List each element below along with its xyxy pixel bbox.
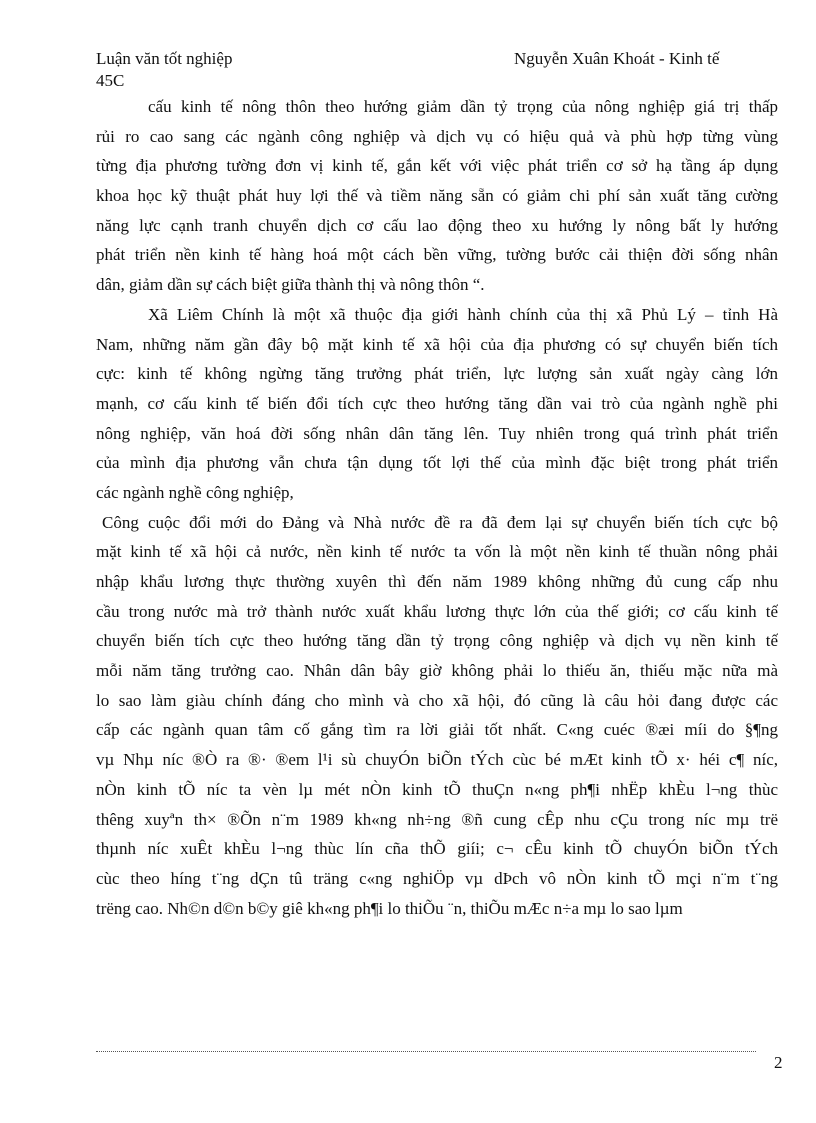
text-line: phát triển nền kinh tế hàng hoá một cách bền vững, tường bước cải thiện đời sống nhân bbox=[96, 245, 778, 265]
text-line: cấp các ngành quan tâm cố gắng tìm ra lời giải tốt nhất. C«ng cuéc ®æi míi do §¶ng bbox=[96, 720, 778, 740]
text-line: khoa học kỹ thuật phát huy lợi thế và tiềm năng sẵn có giảm chi phí sản xuất tăng cường bbox=[96, 186, 778, 206]
text-line: mỗi năm tăng trưởng cao. Nhân dân bây giờ không phải lo thiếu ăn, thiếu mặc nữa mà bbox=[96, 661, 778, 681]
header-class: 45C bbox=[96, 71, 125, 90]
text-line: từng địa phương tường đơn vị kinh tế, gắn kết với việc phát triển cơ sở hạ tầng áp dụng bbox=[96, 156, 778, 176]
text-line: năng lực cạnh tranh chuyển dịch cơ cấu lao động theo xu hướng ly nông bất ly hướng bbox=[96, 215, 778, 235]
text-line: chuyển biến tích cực theo hướng tăng dần tỷ trọng công nghiệp và dịch vụ nền kinh tế bbox=[96, 631, 778, 651]
text-line: thµnh níc xuÊt khÈu l¬ng thùc lín cña thÕ giíi; c¬ cÊu kinh tÕ chuyÓn biÕn tÝch bbox=[96, 839, 778, 859]
header-author: Nguyễn Xuân Khoát - Kinh tế bbox=[514, 49, 720, 68]
text-line: mạnh, cơ cấu kinh tế biến đổi tích cực theo hướng tăng dần vai trò của ngành nghề phi bbox=[96, 393, 778, 413]
text-line: cùc theo híng t¨ng dÇn tû träng c«ng nghiÖp vµ dÞch vô nÒn kinh tÕ mçi n¨m t¨ng bbox=[96, 868, 778, 888]
text-line: rủi ro cao sang các ngành công nghiệp và dịch vụ có hiệu quả và phù hợp từng vùng bbox=[96, 126, 778, 146]
text-line: mặt kinh tế xã hội cả nước, nền kinh tế nước ta vốn là một nền kinh tế thuần nông phải bbox=[96, 542, 778, 562]
page-number: 2 bbox=[774, 1053, 783, 1072]
text-line: cấu kinh tế nông thôn theo hướng giảm dần tỷ trọng của nông nghiệp giá trị thấp bbox=[148, 97, 778, 116]
text-line: nông nghiệp, văn hoá đời sống nhân dân tăng lên. Tuy nhiên trong quá trình phát triển bbox=[96, 423, 778, 443]
text-line: nÒn kinh tÕ níc ta vèn lµ mét nÒn kinh tÕ thuÇn n«ng ph¶i nhËp khÈu l¬ng thùc bbox=[96, 779, 778, 799]
text-line: nhập khẩu lương thực thường xuyên thì đến năm 1989 không những đủ cung cấp nhu bbox=[96, 572, 778, 591]
header-thesis-title: Luận văn tốt nghiệp bbox=[96, 49, 233, 68]
footer-rule bbox=[96, 1051, 756, 1052]
text-line: các ngành nghề công nghiệp, bbox=[96, 482, 294, 502]
text-line: trëng cao. Nh©n d©n b©y giê kh«ng ph¶i lo thiÕu ¨n, thiÕu mÆc n÷a mµ lo sao lµm bbox=[96, 898, 683, 918]
text-line: Công cuộc đổi mới do Đảng và Nhà nước đề ra đã đem lại sự chuyển biến tích cực bộ bbox=[102, 512, 778, 532]
text-line: vµ Nhµ níc ®Ò ra ®· ®em l¹i sù chuyÓn biÕn tÝch cùc bé mÆt kinh tÕ x· héi c¶ níc, bbox=[96, 750, 778, 770]
text-line: Xã Liêm Chính là một xã thuộc địa giới hành chính của thị xã Phủ Lý – tỉnh Hà bbox=[148, 304, 778, 324]
text-line: lo sao làm giàu chính đáng cho mình và cho xã hội, đó cũng là câu hỏi đang được các bbox=[96, 690, 778, 710]
text-line: cực: kinh tế không ngừng tăng trưởng phát triển, lực lượng sản xuất ngày càng lớn bbox=[96, 364, 778, 384]
text-line: Nam, những năm gần đây bộ mặt kinh tế xã hội của địa phương có sự chuyển biến tích bbox=[96, 334, 778, 354]
text-line: cầu trong nước mà trở thành nước xuất khẩu lương thực lớn của thế giới; cơ cấu kinh tế bbox=[96, 601, 778, 621]
body-text bbox=[96, 92, 778, 923]
text-line: của mình địa phương vẫn chưa tận dụng tốt lợi thế của mình đặc biệt trong phát triển bbox=[96, 453, 778, 473]
text-line: thêng xuyªn th× ®Õn n¨m 1989 kh«ng nh÷ng ®ñ cung cÊp nhu cÇu trong níc mµ trë bbox=[96, 809, 778, 829]
text-line: dân, giảm dần sự cách biệt giữa thành thị và nông thôn “. bbox=[96, 275, 485, 295]
